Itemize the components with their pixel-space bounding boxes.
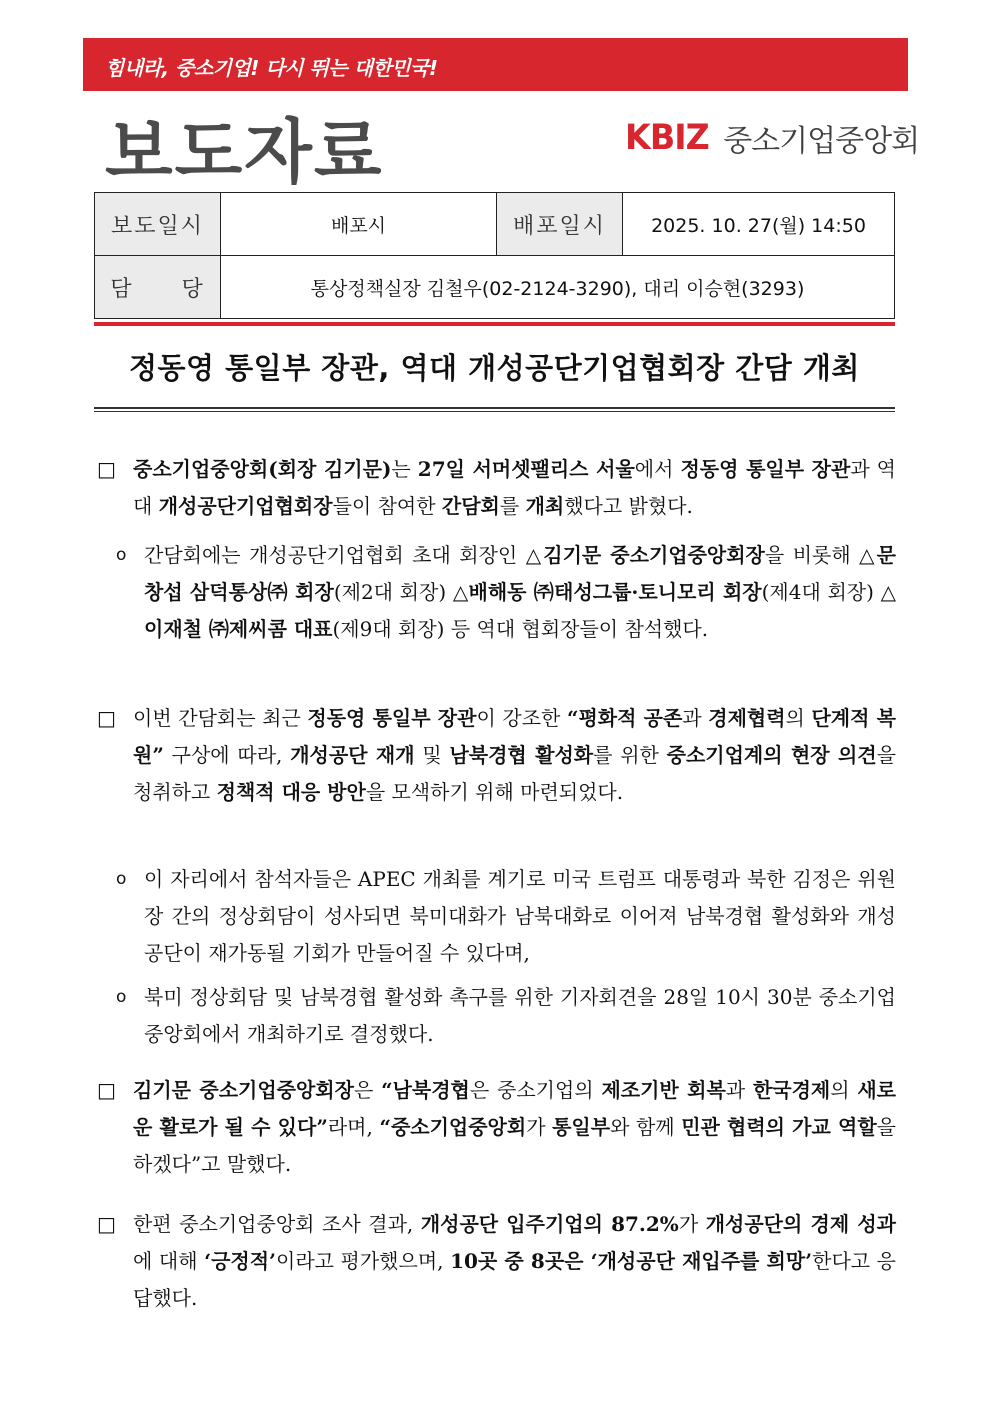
logo-mark: KBIZ bbox=[625, 118, 709, 158]
body-paragraph-1 bbox=[97, 451, 897, 525]
text-run: 이라고 평가했으며, bbox=[276, 1249, 451, 1273]
slogan-text: 힘내라, 중소기업! 다시 뛰는 대한민국! bbox=[105, 56, 438, 80]
bold-text-run: ‘긍정적’ bbox=[204, 1249, 276, 1273]
slogan-banner bbox=[83, 38, 908, 91]
text-run: 과 bbox=[725, 1078, 753, 1102]
body-paragraph-2 bbox=[116, 537, 896, 648]
paragraph-text bbox=[133, 457, 896, 518]
text-run: 한다고 응답했다. bbox=[133, 1249, 896, 1310]
text-run: (제4대 회장) bbox=[761, 580, 881, 604]
text-run: 했다고 밝혔다. bbox=[564, 494, 693, 518]
square-bullet-icon: □ bbox=[97, 1078, 116, 1102]
contact-row bbox=[95, 256, 895, 319]
text-run: 과 역대 bbox=[133, 457, 897, 518]
logo-name: 중소기업중앙회 bbox=[723, 124, 920, 159]
bold-text-run: 개성공단 재개 bbox=[290, 743, 415, 767]
text-run: (제9대 회장) 등 역대 협회장들이 참석했다. bbox=[332, 617, 709, 641]
bold-text-run: 김기문 중소기업중앙회장 bbox=[133, 1078, 354, 1102]
body-paragraph-6 bbox=[97, 1072, 896, 1183]
square-bullet-icon: □ bbox=[97, 706, 116, 730]
text-run: 가 bbox=[526, 1115, 553, 1139]
text-run: 를 bbox=[499, 494, 526, 518]
bold-text-run: △이재철 ㈜제씨콤 대표 bbox=[144, 580, 896, 641]
headline: 정동영 통일부 장관, 역대 개성공단기업협회장 간담 개최 bbox=[129, 351, 860, 385]
bold-text-run: 정동영 통일부 장관 bbox=[307, 706, 477, 730]
distribution-date-value: 2025. 10. 27(월) 14:50 bbox=[623, 193, 895, 256]
bold-text-run: △배해동 ㈜태성그룹·토니모리 회장 bbox=[452, 580, 762, 604]
bold-text-run: 새로운 활로가 될 수 있다” bbox=[133, 1078, 896, 1139]
kbiz-logo bbox=[625, 116, 919, 160]
text-run: 와 함께 bbox=[610, 1115, 682, 1139]
document-type-title: 보도자료 bbox=[105, 111, 384, 193]
contact-value: 통상정책실장 김철우(02-2124-3290), 대리 이승현(3293) bbox=[221, 256, 895, 319]
paragraph-text bbox=[144, 867, 896, 965]
release-row bbox=[95, 193, 895, 256]
bold-text-run: 개성공단기업협회장 bbox=[158, 494, 333, 518]
text-run: 북미 정상회담 및 남북경협 활성화 촉구를 위한 기자회견을 28일 10시 30분 중소기업중앙회에서 개최하기로 결정했다. bbox=[144, 985, 896, 1046]
text-run: 를 위한 bbox=[593, 743, 667, 767]
square-bullet-icon: □ bbox=[97, 1212, 116, 1236]
text-run: 및 bbox=[414, 743, 450, 767]
red-divider bbox=[94, 322, 895, 326]
body-paragraph-3 bbox=[97, 700, 896, 811]
text-run: 라며, bbox=[327, 1115, 380, 1139]
bold-text-run: 개성공단의 경제 성과 bbox=[705, 1212, 896, 1236]
bold-text-run: △김기문 중소기업중앙회장 bbox=[525, 543, 765, 567]
bold-text-run: 개성공단 입주기업의 87.2% bbox=[420, 1212, 679, 1236]
body-paragraph-4 bbox=[116, 861, 896, 972]
text-run: 이번 간담회는 최근 bbox=[133, 706, 308, 730]
bold-text-run: “평화적 공존 bbox=[566, 706, 683, 730]
text-run: (제2대 회장) bbox=[333, 580, 453, 604]
bold-text-run: 정책적 대응 방안 bbox=[216, 780, 366, 804]
text-run: 한편 중소기업중앙회 조사 결과, bbox=[133, 1212, 421, 1236]
text-run: 을 비롯해 bbox=[764, 543, 860, 567]
bold-text-run: 간담회 bbox=[441, 494, 500, 518]
text-run: 의 bbox=[830, 1078, 858, 1102]
circle-bullet-icon: ο bbox=[116, 869, 127, 889]
release-date-value: 배포시 bbox=[221, 193, 497, 256]
circle-bullet-icon: ο bbox=[116, 987, 127, 1007]
bold-text-run: 개최 bbox=[525, 494, 565, 518]
release-date-label: 보도일시 bbox=[95, 193, 221, 256]
bold-text-run: 경제협력 bbox=[708, 706, 786, 730]
text-run: 간담회에는 개성공단기업협회 초대 회장인 bbox=[144, 543, 526, 567]
text-run: 은 bbox=[353, 1078, 382, 1102]
bold-text-run: 민관 협력의 가교 역할 bbox=[681, 1115, 877, 1139]
paragraph-text bbox=[133, 706, 896, 804]
bold-text-run: “중소기업중앙회 bbox=[379, 1115, 527, 1139]
text-run: 에 대해 bbox=[133, 1249, 205, 1273]
bold-text-run: 중소기업계의 현장 의견 bbox=[666, 743, 877, 767]
body-paragraph-5 bbox=[116, 979, 896, 1053]
bold-text-run: 남북경협 활성화 bbox=[449, 743, 594, 767]
text-run: 가 bbox=[678, 1212, 706, 1236]
text-run: 은 중소기업의 bbox=[469, 1078, 602, 1102]
text-run: 을 하겠다”고 말했다. bbox=[133, 1115, 896, 1176]
paragraph-text bbox=[144, 543, 896, 641]
bold-text-run: 27일 서머셋팰리스 서울 bbox=[417, 457, 635, 481]
bold-text-run: 통일부 bbox=[552, 1115, 611, 1139]
paragraph-text bbox=[133, 1078, 896, 1176]
bold-text-run: 10곳 중 8곳은 ‘개성공단 재입주를 희망’ bbox=[450, 1249, 813, 1273]
bold-text-run: “남북경협 bbox=[381, 1078, 470, 1102]
text-run: 과 bbox=[682, 706, 709, 730]
distribution-date-label: 배포일시 bbox=[497, 193, 623, 256]
text-run: 을 청취하고 bbox=[133, 743, 896, 804]
headline-rule-thin bbox=[94, 411, 895, 412]
bold-text-run: 정동영 통일부 장관 bbox=[680, 457, 851, 481]
bold-text-run: 제조기반 회복 bbox=[601, 1078, 726, 1102]
paragraph-text bbox=[133, 1212, 896, 1310]
text-run: 에서 bbox=[634, 457, 681, 481]
bold-text-run: 단계적 복원” bbox=[133, 706, 896, 767]
bold-text-run: △문창섭 삼덕통상㈜ 회장 bbox=[144, 543, 896, 604]
body-paragraph-7 bbox=[97, 1206, 896, 1317]
bold-text-run: 한국경제 bbox=[752, 1078, 831, 1102]
release-info-table bbox=[94, 192, 895, 319]
bold-text-run: 중소기업중앙회(회장 김기문) bbox=[133, 457, 392, 481]
text-run: 의 bbox=[785, 706, 812, 730]
square-bullet-icon: □ bbox=[97, 457, 116, 481]
text-run: 이 자리에서 참석자들은 APEC 개최를 계기로 미국 트럼프 대통령과 북한 김정은 위원장 간의 정상회담이 성사되면 북미대화가 남북대화로 이어져 남북경협 활성화와 개성공단이 재가동될 기회가 만들어질 수 있다며, bbox=[144, 867, 896, 965]
circle-bullet-icon: ο bbox=[116, 545, 127, 565]
headline-rule-thick bbox=[94, 407, 895, 409]
text-run: 구상에 따라, bbox=[163, 743, 291, 767]
text-run: 들이 참여한 bbox=[332, 494, 442, 518]
text-run: 을 모색하기 위해 마련되었다. bbox=[365, 780, 624, 804]
text-run: 는 bbox=[391, 457, 418, 481]
text-run: 이 강조한 bbox=[476, 706, 567, 730]
paragraph-text bbox=[144, 985, 896, 1046]
contact-label: 담 당 bbox=[95, 256, 221, 319]
